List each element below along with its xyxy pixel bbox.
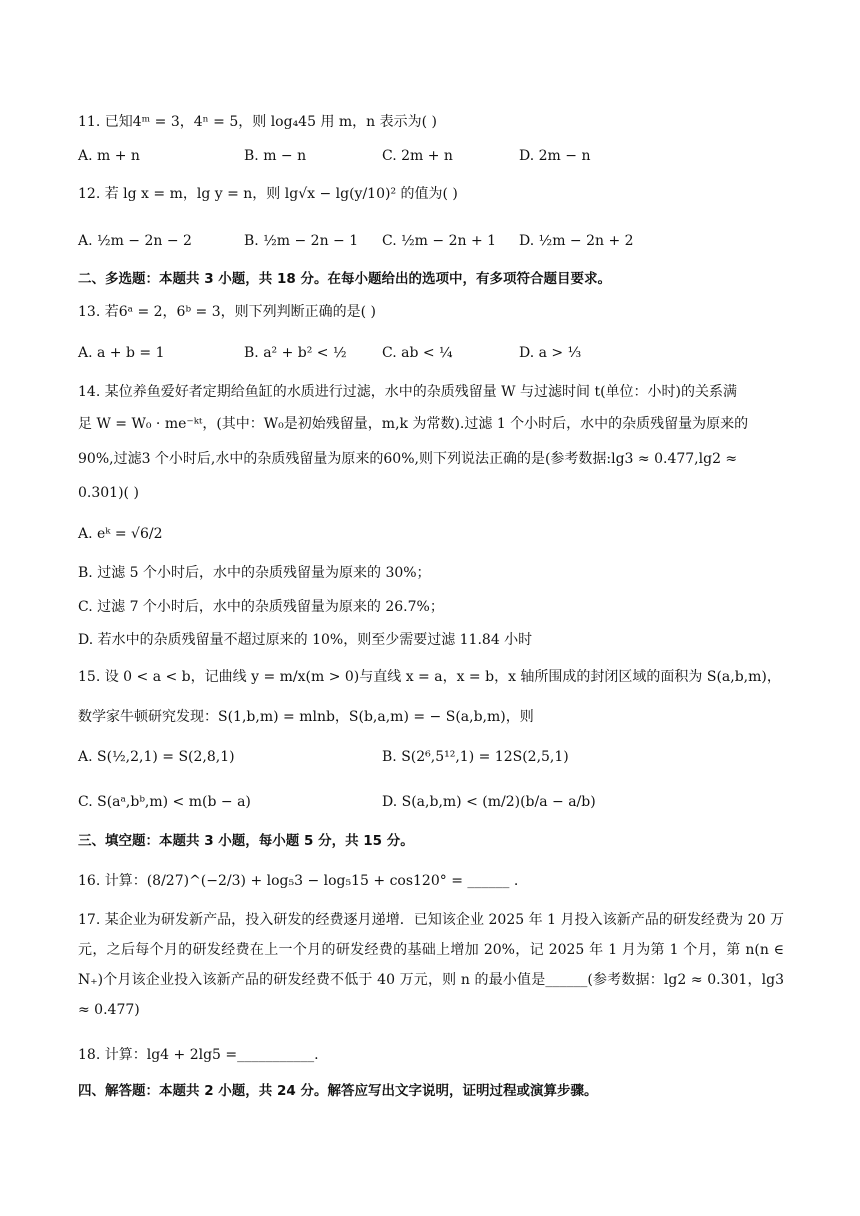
q11-options [78, 143, 800, 169]
q14-stem-line-1: 14. 某位养鱼爱好者定期给鱼缸的水质进行过滤，水中的杂质残留量 W 与过滤时间 t(单位：小时)的关系满 [78, 384, 738, 400]
q14-option-b: B. 过滤 5 个小时后，水中的杂质残留量为原来的 30%； [78, 565, 431, 581]
q14-stem-line-4: 0.301)( ) [78, 485, 139, 501]
q14-option-a: A. eᵏ = √6/2 [78, 526, 163, 542]
q11-stem: 11. 已知4ᵐ = 3，4ⁿ = 5，则 log₄45 用 m，n 表示为( ) [78, 114, 438, 130]
q14-option-d: D. 若水中的杂质残留量不超过原来的 10%，则至少需要过滤 11.84 小时 [78, 632, 533, 648]
q14-stem-line-2: 足 W = W₀ · me⁻ᵏᵗ，(其中：W₀是初始残留量，m,k 为常数).过滤 1 个小时后，水中的杂质残留量为原来的 [78, 416, 749, 432]
q15-stem-line-1: 15. 设 0 < a < b，记曲线 y = m/x(m > 0)与直线 x = a，x = b，x 轴所围成的封闭区域的面积为 S(a,b,m)， [78, 669, 781, 685]
section-3-heading: 三、填空题：本题共 3 小题，每小题 5 分，共 15 分。 [78, 833, 414, 849]
q16: 16. 计算：(8/27)^(−2/3) + log₅3 − log₅15 + cos120° = ______ . [78, 873, 519, 889]
q15-options-row-1 [78, 744, 800, 770]
q15-option-c: C. S(aᵃ,bᵇ,m) < m(b − a) [78, 794, 251, 810]
q11-option-d: D. 2m − n [519, 148, 591, 164]
q12-option-a: A. ½m − 2n − 2 [78, 233, 192, 249]
q15-option-a: A. S(½,2,1) = S(2,8,1) [78, 749, 235, 765]
q13-option-b: B. a² + b² < ½ [244, 345, 347, 361]
q11-option-a: A. m + n [78, 148, 140, 164]
q11-option-b: B. m − n [244, 148, 307, 164]
section-2-heading: 二、多选题：本题共 3 小题，共 18 分。在每小题给出的选项中，有多项符合题目要求。 [78, 271, 611, 287]
q12-stem: 12. 若 lg x = m，lg y = n，则 lg√x − lg(y/10)² 的值为( ) [78, 186, 458, 202]
section-4-heading: 四、解答题：本题共 2 小题，共 24 分。解答应写出文字说明，证明过程或演算步骤。 [78, 1083, 598, 1099]
q13-options [78, 340, 800, 366]
q14-stem-line-3: 90%,过滤3 个小时后,水中的杂质残留量为原来的60%,则下列说法正确的是(参考数据:lg3 ≈ 0.477,lg2 ≈ [78, 451, 738, 467]
q12-option-d: D. ½m − 2n + 2 [519, 233, 634, 249]
q17: 17. 某企业为研发新产品，投入研发的经费逐月递增．已知该企业 2025 年 1 月投入该新产品的研发经费为 20 万元，之后每个月的研发经费在上一个月的研发经费的基础上增加 20%，记 2025 年 1 月为第 1 个月，第 n(n ∈ N₊)个月该企业投入该新产品的研发经费不低于 40 万元，则 n 的最小值是______(参考数据：lg2 ≈ 0.301，lg3 ≈ 0.477) [78, 912, 784, 1018]
q15-options-row-2 [78, 789, 800, 815]
q15-option-b: B. S(2⁶,5¹²,1) = 12S(2,5,1) [382, 749, 569, 765]
q12-option-b: B. ½m − 2n − 1 [244, 233, 359, 249]
q12-option-c: C. ½m − 2n + 1 [382, 233, 497, 249]
q18: 18. 计算：lg4 + 2lg5 =___________. [78, 1047, 319, 1063]
q12-options [78, 228, 800, 254]
q15-stem-line-2: 数学家牛顿研究发现：S(1,b,m) = mlnb，S(b,a,m) = − S(a,b,m)，则 [78, 709, 534, 725]
q15-option-d: D. S(a,b,m) < (m/2)(b/a − a/b) [382, 794, 596, 810]
q13-stem: 13. 若6ᵃ = 2，6ᵇ = 3，则下列判断正确的是( ) [78, 304, 376, 320]
q13-option-d: D. a > ⅓ [519, 345, 582, 361]
q13-option-a: A. a + b = 1 [78, 345, 165, 361]
q14-option-c: C. 过滤 7 个小时后，水中的杂质残留量为原来的 26.7%； [78, 599, 444, 615]
q13-option-c: C. ab < ¼ [382, 345, 453, 361]
q11-option-c: C. 2m + n [382, 148, 453, 164]
